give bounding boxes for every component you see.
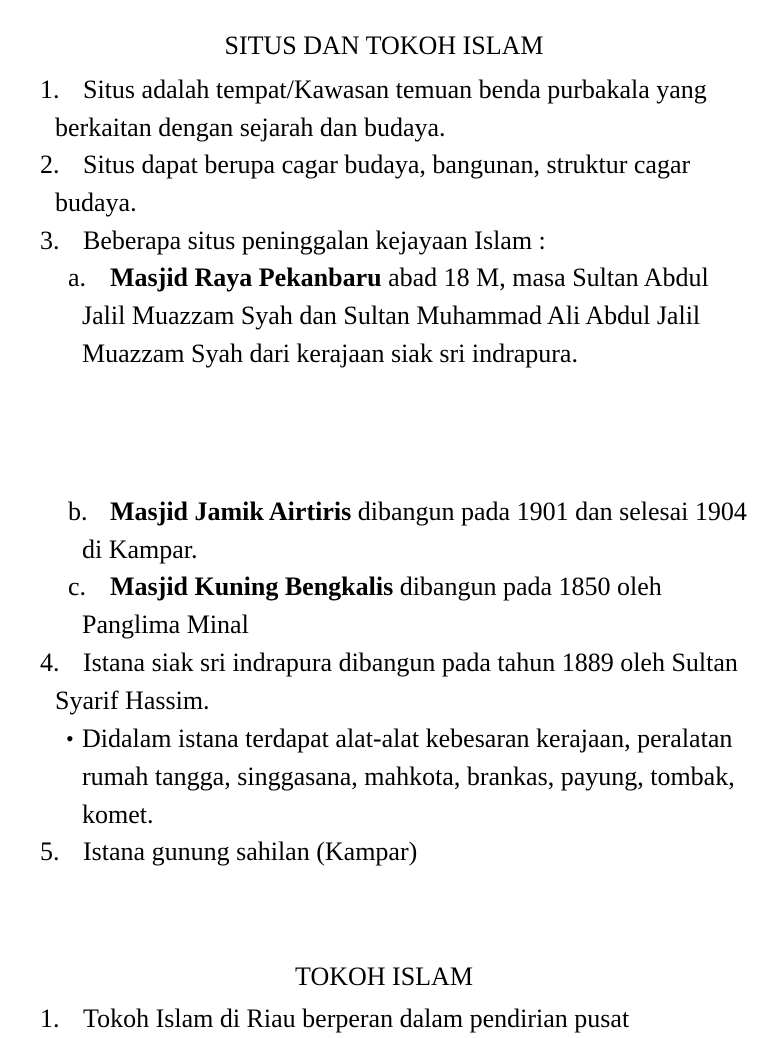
sub-item-c: [68, 568, 752, 644]
list-text: Situs adalah tempat/Kawasan temuan benda purbakala yang berkaitan dengan sejarah dan budaya.: [55, 75, 707, 142]
bullet-icon: •: [66, 726, 74, 751]
bullet-item: [66, 720, 752, 834]
sub-title: Masjid Kuning Bengkalis: [110, 572, 394, 601]
sub-item-b: [68, 493, 752, 569]
list-text: Istana siak sri indrapura dibangun pada tahun 1889 oleh Sultan Syarif Hassim.: [55, 648, 738, 715]
sub-item-a: [68, 259, 752, 373]
list-number: 5.: [40, 837, 60, 866]
list-text: Istana gunung sahilan (Kampar): [83, 837, 418, 866]
list-number: 2.: [40, 150, 60, 179]
list-item-2: [40, 146, 745, 222]
page-title: SITUS DAN TOKOH ISLAM: [224, 31, 544, 60]
sub-text: abad 18 M, masa Sultan Abdul Jalil Muazzam Syah dan Sultan Muhammad Ali Abdul Jalil Muazzam Syah dari kerajaan siak sri indrapura.: [82, 263, 709, 368]
sub-label: c.: [68, 572, 87, 601]
list-number: 1.: [40, 75, 60, 104]
sub-label: a.: [68, 263, 87, 292]
sub-text: dibangun pada 1850 oleh Panglima Minal: [82, 572, 662, 639]
list-item-3: [40, 222, 745, 260]
list-text: Situs dapat berupa cagar budaya, bangunan, struktur cagar budaya.: [55, 150, 691, 217]
sub-title: Masjid Raya Pekanbaru: [110, 263, 382, 292]
sub-text: dibangun pada 1901 dan selesai 1904 di Kampar.: [82, 497, 747, 564]
list-text: Tokoh Islam di Riau berperan dalam pendirian pusat: [83, 1004, 630, 1033]
list-number: 1.: [40, 1004, 60, 1033]
bullet-text: Didalam istana terdapat alat-alat kebesaran kerajaan, peralatan rumah tangga, singgasana, mahkota, brankas, payung, tombak, komet.: [82, 724, 735, 829]
sub-label: b.: [68, 497, 88, 526]
list-item-5: [40, 833, 745, 871]
sub-title: Masjid Jamik Airtiris: [110, 497, 352, 526]
list-number: 4.: [40, 648, 60, 677]
list-text: Beberapa situs peninggalan kejayaan Islam :: [83, 226, 546, 255]
section2-list-item-1: [40, 1000, 745, 1038]
list-item-4: [40, 644, 745, 720]
list-item-1: [40, 71, 745, 147]
section-title: TOKOH ISLAM: [295, 962, 473, 991]
list-number: 3.: [40, 226, 60, 255]
